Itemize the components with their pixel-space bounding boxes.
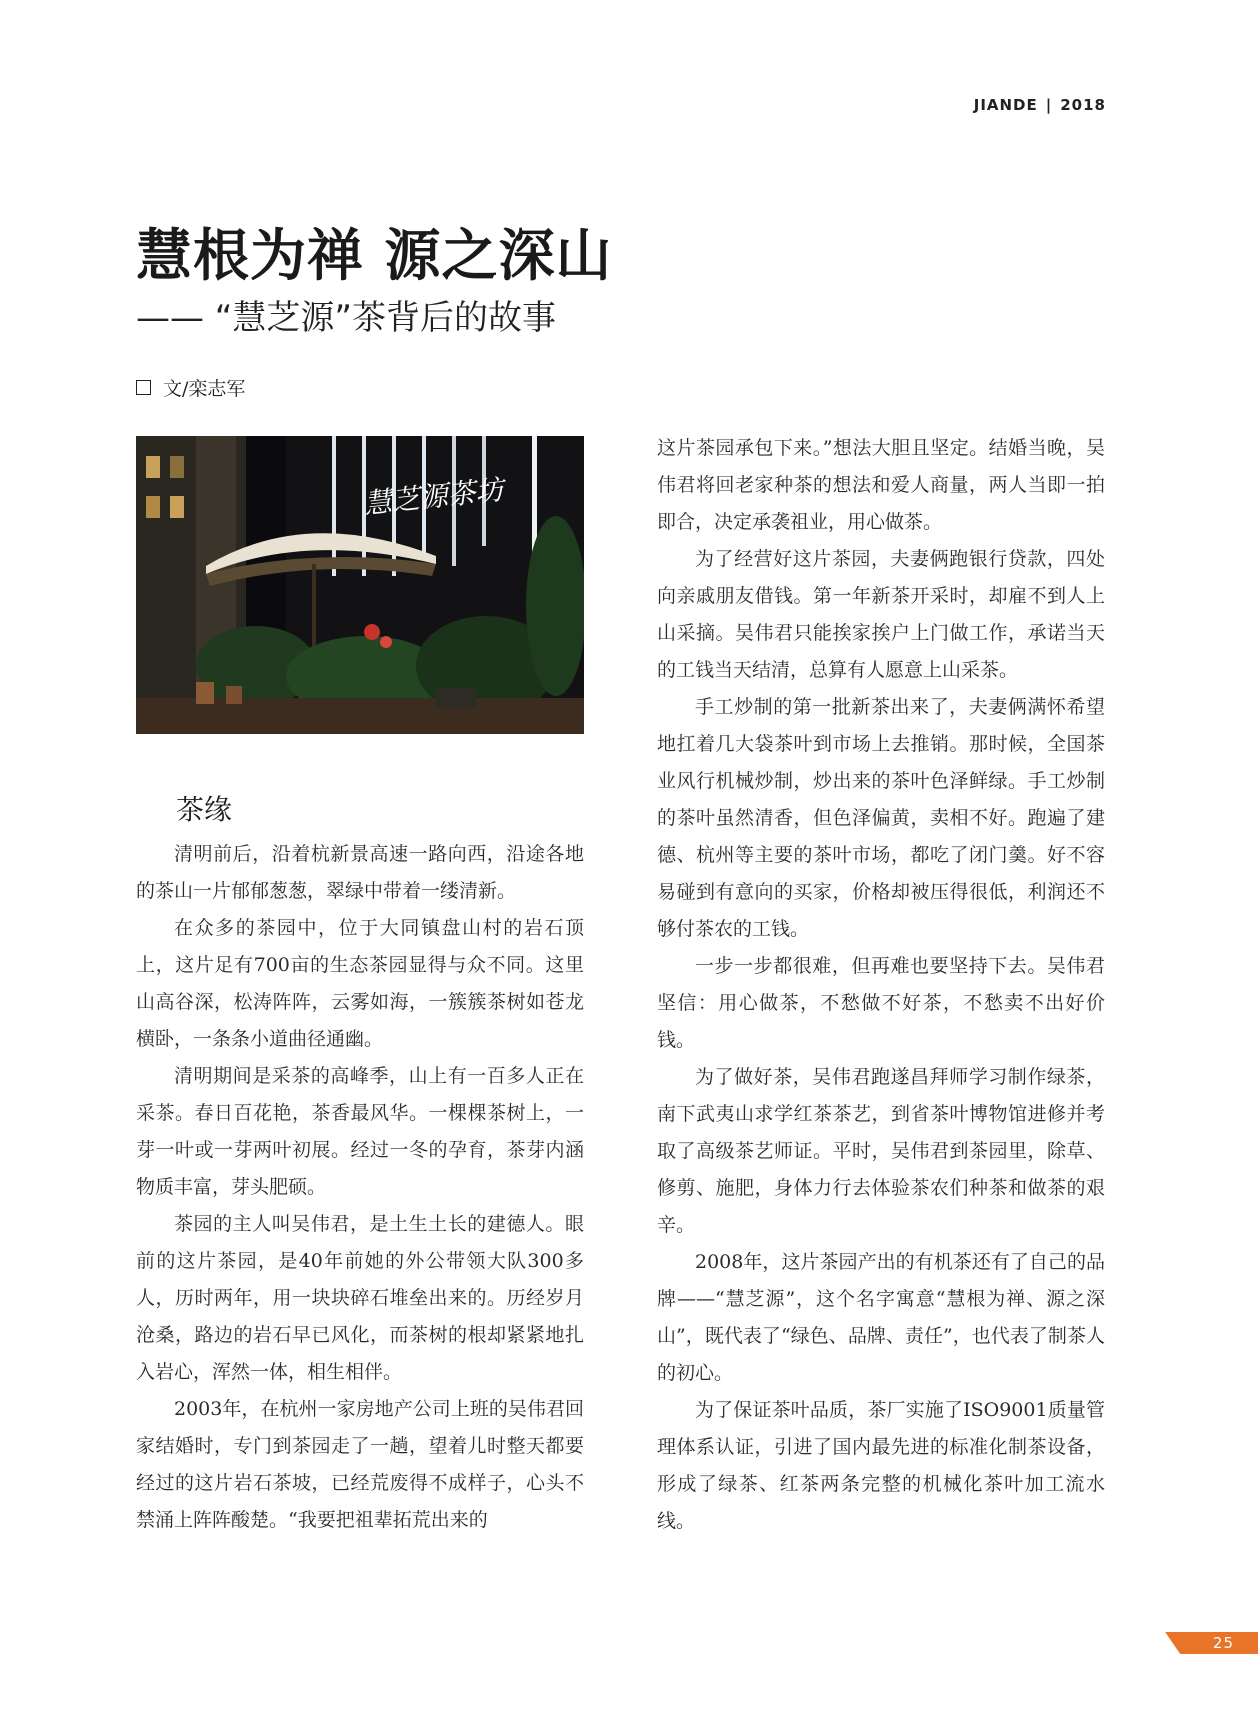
running-header bbox=[974, 96, 1106, 114]
page-number-tab bbox=[1150, 1632, 1258, 1654]
header-separator: | bbox=[1045, 96, 1053, 114]
right-column bbox=[657, 430, 1105, 1540]
paragraph: 清明期间是采茶的高峰季，山上有一百多人正在采茶。春日百花艳，茶香最风华。一棵棵茶树上，一芽一叶或一芽两叶初展。经过一冬的孕育，茶芽内涵物质丰富，芽头肥硕。 bbox=[136, 1065, 584, 1198]
paragraph: 为了经营好这片茶园，夫妻俩跑银行贷款，四处向亲戚朋友借钱。第一年新茶开采时，却雇不到人上山采摘。吴伟君只能挨家挨户上门做工作，承诺当天的工钱当天结清，总算有人愿意上山采茶。 bbox=[657, 548, 1105, 681]
paragraph: 为了做好茶，吴伟君跑遂昌拜师学习制作绿茶，南下武夷山求学红茶茶艺，到省茶叶博物馆进修并考取了高级茶艺师证。平时，吴伟君到茶园里，除草、修剪、施肥，身体力行去体验茶农们种茶和做茶的艰辛。 bbox=[657, 1066, 1105, 1236]
paragraph: 在众多的茶园中，位于大同镇盘山村的岩石顶上，这片足有700亩的生态茶园显得与众不同。这里山高谷深，松涛阵阵，云雾如海，一簇簇茶树如苍龙横卧，一条条小道曲径通幽。 bbox=[136, 917, 584, 1050]
byline-text: 文/栾志军 bbox=[163, 378, 246, 400]
checkbox-square-icon bbox=[136, 380, 151, 395]
article-subtitle: —— “慧芝源”茶背后的故事 bbox=[136, 298, 557, 338]
byline bbox=[136, 374, 245, 401]
header-city: JIANDE bbox=[973, 96, 1038, 114]
paragraph: 为了保证茶叶品质，茶厂实施了ISO9001质量管理体系认证，引进了国内最先进的标准化制茶设备，形成了绿茶、红茶两条完整的机械化茶叶加工流水线。 bbox=[657, 1399, 1105, 1532]
paragraph: 手工炒制的第一批新茶出来了，夫妻俩满怀希望地扛着几大袋茶叶到市场上去推销。那时候，全国茶业风行机械炒制，炒出来的茶叶色泽鲜绿。手工炒制的茶叶虽然清香，但色泽偏黄，卖相不好。跑遍了建德、杭州等主要的茶叶市场，都吃了闭门羹。好不容易碰到有意向的买家，价格却被压得很低，利润还不够付茶农的工钱。 bbox=[657, 696, 1105, 940]
paragraph: 2003年，在杭州一家房地产公司上班的吴伟君回家结婚时，专门到茶园走了一趟，望着儿时整天都要经过的这片岩石茶坡，已经荒废得不成样子，心头不禁涌上阵阵酸楚。“我要把祖辈拓荒出来的 bbox=[136, 1398, 584, 1531]
paragraph: 2008年，这片茶园产出的有机茶还有了自己的品牌——“慧芝源”，这个名字寓意“慧根为禅、源之深山”，既代表了“绿色、品牌、责任”，也代表了制茶人的初心。 bbox=[657, 1251, 1105, 1384]
left-column bbox=[136, 836, 584, 1539]
article-title: 慧根为禅 源之深山 bbox=[136, 224, 613, 289]
sign-text: 慧芝源茶坊 bbox=[362, 473, 506, 521]
paragraph: 一步一步都很难，但再难也要坚持下去。吴伟君坚信：用心做茶，不愁做不好茶，不愁卖不出好价钱。 bbox=[657, 955, 1105, 1051]
teahouse-photo bbox=[136, 436, 584, 734]
paragraph-continuation: 这片茶园承包下来。”想法大胆且坚定。结婚当晚，吴伟君将回老家种茶的想法和爱人商量，两人当即一拍即合，决定承袭祖业，用心做茶。 bbox=[657, 437, 1105, 533]
teahouse-night-scene bbox=[136, 436, 584, 734]
paragraph: 清明前后，沿着杭新景高速一路向西，沿途各地的茶山一片郁郁葱葱，翠绿中带着一缕清新。 bbox=[136, 843, 584, 902]
paragraph: 茶园的主人叫吴伟君，是土生土长的建德人。眼前的这片茶园，是40年前她的外公带领大队300多人，历时两年，用一块块碎石堆垒出来的。历经岁月沧桑，路边的岩石早已风化，而茶树的根却紧紧地扎入岩心，浑然一体，相生相伴。 bbox=[136, 1213, 584, 1383]
section-heading: 茶缘 bbox=[176, 793, 233, 826]
page-number: 25 bbox=[1212, 1634, 1234, 1652]
header-year: 2018 bbox=[1060, 96, 1106, 114]
